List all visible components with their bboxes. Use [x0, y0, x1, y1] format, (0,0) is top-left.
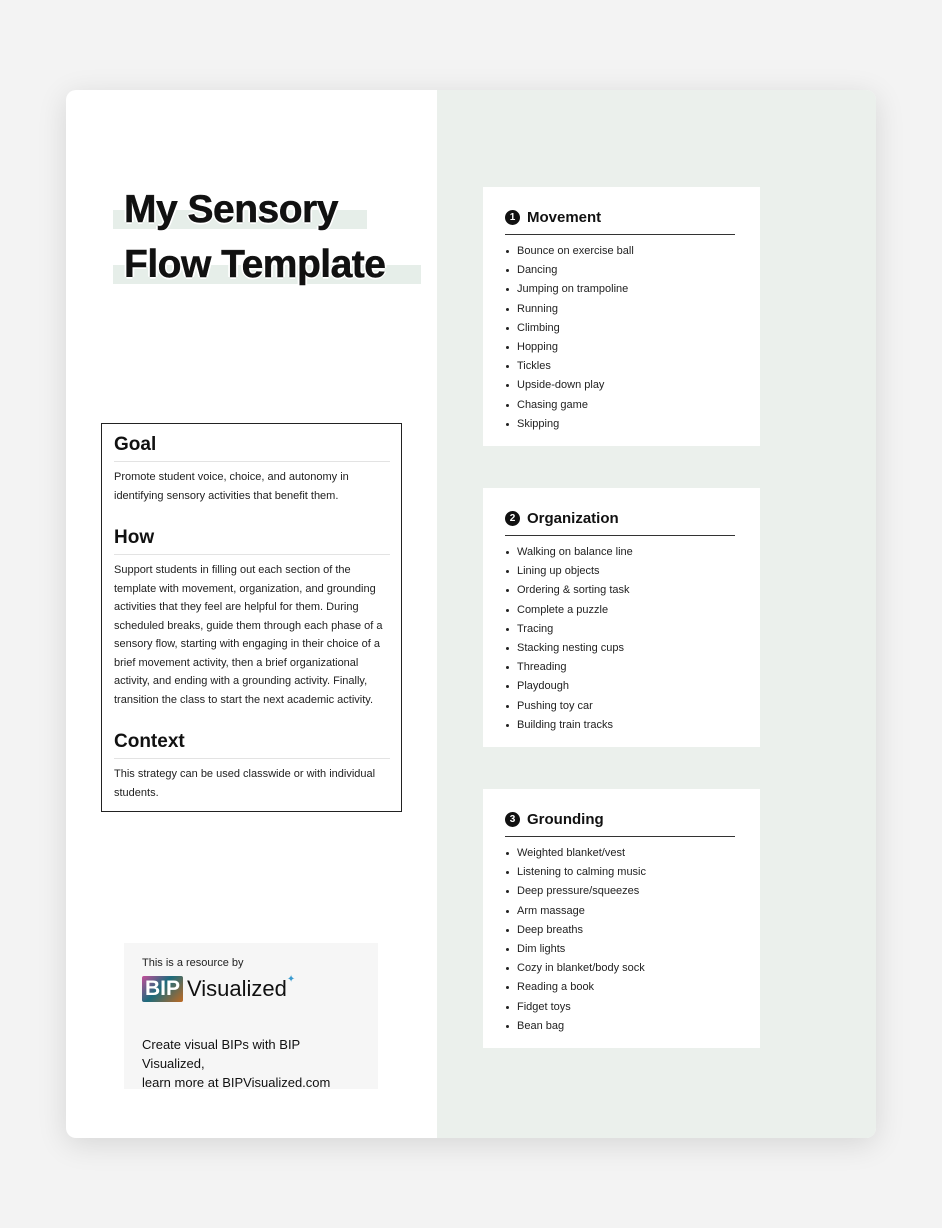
- list-item: Ordering & sorting task: [505, 581, 735, 600]
- resource-box: [124, 943, 378, 1089]
- activity-list-organization: [483, 488, 760, 747]
- how-text: Support students in filling out each section of the template with movement, organization, and grounding activities that they feel are helpful for them. During scheduled breaks, guide them through each phase of a sensory flow, starting with engaging in their choice of a brief movement activity, then a brief organizational activity, and ending with a grounding activity. Finally, transition the class to start the next academic activity.: [114, 564, 383, 706]
- how-heading: How: [114, 527, 390, 555]
- list-item: Building train tracks: [505, 716, 735, 735]
- number-badge-icon: 1: [505, 210, 520, 225]
- cta-line: Create visual BIPs with BIP Visualized,: [142, 1037, 300, 1071]
- list-item: Chasing game: [505, 396, 735, 415]
- list-item: Listening to calming music: [505, 863, 735, 882]
- title-line: Flow Template: [124, 243, 386, 286]
- list-item: Stacking nesting cups: [505, 639, 735, 658]
- list-item: Dancing: [505, 261, 735, 280]
- list-item: Reading a book: [505, 978, 735, 997]
- list-heading: [505, 209, 735, 235]
- list-item: Arm massage: [505, 902, 735, 921]
- title-line: My Sensory: [124, 188, 338, 231]
- list-item: Jumping on trampoline: [505, 280, 735, 299]
- list-item: Weighted blanket/vest: [505, 844, 735, 863]
- list-item: Tracing: [505, 620, 735, 639]
- list-item: Deep breaths: [505, 921, 735, 940]
- list-item: Lining up objects: [505, 562, 735, 581]
- template-page: [66, 90, 876, 1138]
- list-item: Fidget toys: [505, 998, 735, 1017]
- list-heading-text: Organization: [527, 510, 619, 527]
- list-heading: [505, 510, 735, 536]
- context-heading: Context: [114, 731, 390, 759]
- info-box: [101, 423, 402, 812]
- activity-items: [505, 242, 735, 434]
- activity-list-grounding: [483, 789, 760, 1048]
- list-item: Playdough: [505, 677, 735, 696]
- list-item: Upside-down play: [505, 376, 735, 395]
- number-badge-icon: 2: [505, 511, 520, 526]
- number-badge-icon: 3: [505, 812, 520, 827]
- list-item: Dim lights: [505, 940, 735, 959]
- list-item: Threading: [505, 658, 735, 677]
- list-item: Cozy in blanket/body sock: [505, 959, 735, 978]
- activity-items: [505, 844, 735, 1036]
- logo-bip: BIP: [142, 976, 183, 1002]
- list-item: Climbing: [505, 319, 735, 338]
- goal-heading: Goal: [114, 434, 390, 462]
- list-item: Running: [505, 300, 735, 319]
- sparkle-icon: ✦: [286, 973, 296, 985]
- goal-text: Promote student voice, choice, and autonomy in identifying sensory activities that benefit them.: [114, 471, 349, 502]
- activity-items: [505, 543, 735, 735]
- list-heading-text: Movement: [527, 209, 602, 226]
- context-text: This strategy can be used classwide or with individual students.: [114, 768, 376, 799]
- resource-by: This is a resource by: [142, 957, 244, 969]
- list-item: Walking on balance line: [505, 543, 735, 562]
- bip-visualized-logo: [142, 975, 360, 1003]
- page-title: [124, 182, 385, 292]
- cta-line: learn more at BIPVisualized.com: [142, 1075, 331, 1090]
- list-heading: [505, 811, 735, 837]
- list-item: Bounce on exercise ball: [505, 242, 735, 261]
- list-item: Bean bag: [505, 1017, 735, 1036]
- list-item: Skipping: [505, 415, 735, 434]
- list-item: Pushing toy car: [505, 697, 735, 716]
- list-item: Deep pressure/squeezes: [505, 882, 735, 901]
- list-item: Complete a puzzle: [505, 601, 735, 620]
- list-item: Hopping: [505, 338, 735, 357]
- logo-word: Visualized: [187, 976, 287, 1001]
- list-item: Tickles: [505, 357, 735, 376]
- resource-cta: [142, 1035, 360, 1092]
- activity-list-movement: [483, 187, 760, 446]
- list-heading-text: Grounding: [527, 811, 604, 828]
